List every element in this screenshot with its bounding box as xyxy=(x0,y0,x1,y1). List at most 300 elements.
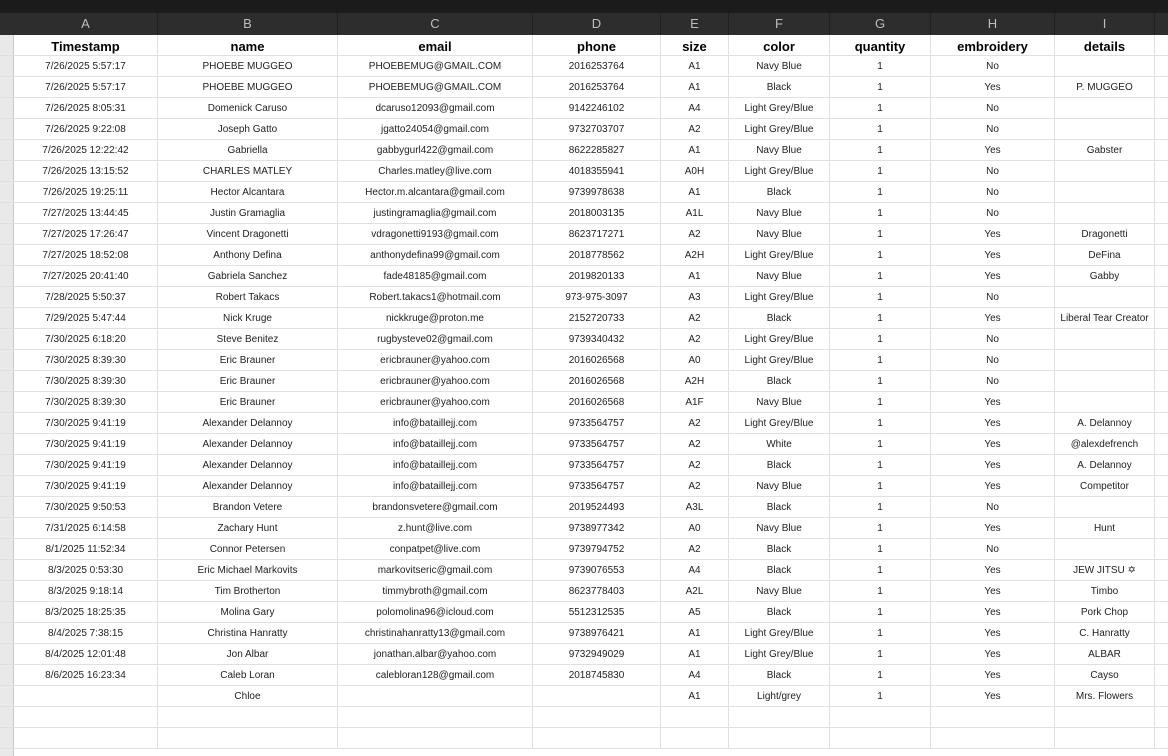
cell-a[interactable]: 7/27/2025 20:41:40 xyxy=(14,266,158,287)
cell-b[interactable]: Chloe xyxy=(158,686,338,707)
cell-e[interactable]: A0 xyxy=(661,518,729,539)
cell-c[interactable]: PHOEBEMUG@GMAIL.COM xyxy=(338,77,533,98)
cell-g[interactable] xyxy=(830,707,931,728)
header-cell-h[interactable]: embroidery xyxy=(931,35,1055,56)
cell-d[interactable]: 9738977342 xyxy=(533,518,661,539)
cell-e[interactable]: A2L xyxy=(661,581,729,602)
cell-i[interactable] xyxy=(1055,98,1155,119)
cell-f[interactable]: Light Grey/Blue xyxy=(729,287,830,308)
cell-f[interactable]: Black xyxy=(729,497,830,518)
cell-h[interactable] xyxy=(931,728,1055,749)
header-cell-d[interactable]: phone xyxy=(533,35,661,56)
cell-f[interactable]: Navy Blue xyxy=(729,140,830,161)
cell-f[interactable]: Black xyxy=(729,182,830,203)
cell-g[interactable]: 1 xyxy=(830,560,931,581)
cell-i[interactable] xyxy=(1055,539,1155,560)
cell-f[interactable]: Light Grey/Blue xyxy=(729,413,830,434)
cell-a[interactable]: 7/29/2025 5:47:44 xyxy=(14,308,158,329)
cell-a[interactable]: 7/30/2025 9:41:19 xyxy=(14,455,158,476)
cell-c[interactable]: fade48185@gmail.com xyxy=(338,266,533,287)
cell-h[interactable]: Yes xyxy=(931,455,1055,476)
cell-d[interactable]: 9739076553 xyxy=(533,560,661,581)
cell-i[interactable]: P. MUGGEO xyxy=(1055,77,1155,98)
cell-e[interactable]: A3L xyxy=(661,497,729,518)
cell-e[interactable]: A1 xyxy=(661,77,729,98)
cell-a[interactable]: 7/26/2025 5:57:17 xyxy=(14,77,158,98)
cell-c[interactable]: anthonydefina99@gmail.com xyxy=(338,245,533,266)
cell-f[interactable]: Black xyxy=(729,560,830,581)
cell-e[interactable]: A2H xyxy=(661,371,729,392)
cell-e[interactable]: A1 xyxy=(661,140,729,161)
cell-c[interactable]: markovitseric@gmail.com xyxy=(338,560,533,581)
cell-b[interactable]: Connor Petersen xyxy=(158,539,338,560)
cell-e[interactable]: A2 xyxy=(661,224,729,245)
cell-e[interactable]: A5 xyxy=(661,602,729,623)
cell-b[interactable]: Nick Kruge xyxy=(158,308,338,329)
cell-a[interactable]: 7/30/2025 6:18:20 xyxy=(14,329,158,350)
cell-b[interactable]: Eric Brauner xyxy=(158,371,338,392)
cell-g[interactable]: 1 xyxy=(830,455,931,476)
cell-h[interactable]: No xyxy=(931,56,1055,77)
cell-e[interactable]: A1 xyxy=(661,266,729,287)
cell-e[interactable]: A1 xyxy=(661,686,729,707)
cell-g[interactable]: 1 xyxy=(830,497,931,518)
cell-d[interactable]: 2019524493 xyxy=(533,497,661,518)
cell-h[interactable]: No xyxy=(931,329,1055,350)
cell-h[interactable]: No xyxy=(931,539,1055,560)
cell-i[interactable] xyxy=(1055,707,1155,728)
cell-e[interactable]: A2 xyxy=(661,308,729,329)
cell-a[interactable]: 7/27/2025 13:44:45 xyxy=(14,203,158,224)
cell-e[interactable]: A2 xyxy=(661,455,729,476)
cell-f[interactable] xyxy=(729,728,830,749)
cell-e[interactable]: A0H xyxy=(661,161,729,182)
cell-c[interactable]: brandonsvetere@gmail.com xyxy=(338,497,533,518)
cell-a[interactable]: 8/6/2025 16:23:34 xyxy=(14,665,158,686)
cell-i[interactable]: C. Hanratty xyxy=(1055,623,1155,644)
cell-d[interactable] xyxy=(533,686,661,707)
cell-f[interactable]: Light Grey/Blue xyxy=(729,98,830,119)
cell-i[interactable]: A. Delannoy xyxy=(1055,455,1155,476)
cell-c[interactable]: nickkruge@proton.me xyxy=(338,308,533,329)
cell-h[interactable]: Yes xyxy=(931,245,1055,266)
cell-d[interactable]: 8623717271 xyxy=(533,224,661,245)
cell-f[interactable]: Navy Blue xyxy=(729,266,830,287)
cell-i[interactable]: Timbo xyxy=(1055,581,1155,602)
cell-h[interactable]: Yes xyxy=(931,518,1055,539)
cell-b[interactable]: Anthony Defina xyxy=(158,245,338,266)
cell-i[interactable]: Mrs. Flowers xyxy=(1055,686,1155,707)
cell-i[interactable]: JEW JITSU ✡ xyxy=(1055,560,1155,581)
cell-a[interactable]: 7/30/2025 8:39:30 xyxy=(14,392,158,413)
cell-a[interactable] xyxy=(14,707,158,728)
cell-h[interactable]: Yes xyxy=(931,308,1055,329)
cell-a[interactable]: 7/30/2025 9:41:19 xyxy=(14,413,158,434)
cell-b[interactable]: Alexander Delannoy xyxy=(158,413,338,434)
cell-b[interactable]: Gabriella xyxy=(158,140,338,161)
cell-f[interactable]: Light Grey/Blue xyxy=(729,245,830,266)
cell-b[interactable]: Tim Brotherton xyxy=(158,581,338,602)
cell-h[interactable]: Yes xyxy=(931,644,1055,665)
cell-g[interactable]: 1 xyxy=(830,434,931,455)
cell-d[interactable]: 2018003135 xyxy=(533,203,661,224)
cell-g[interactable]: 1 xyxy=(830,476,931,497)
cell-g[interactable]: 1 xyxy=(830,77,931,98)
cell-g[interactable] xyxy=(830,728,931,749)
cell-c[interactable]: jgatto24054@gmail.com xyxy=(338,119,533,140)
column-header-h[interactable]: H xyxy=(931,13,1055,35)
column-header-g[interactable]: G xyxy=(830,13,931,35)
cell-d[interactable]: 9142246102 xyxy=(533,98,661,119)
cell-e[interactable]: A2 xyxy=(661,434,729,455)
cell-c[interactable]: Charles.matley@live.com xyxy=(338,161,533,182)
cell-b[interactable]: Steve Benitez xyxy=(158,329,338,350)
cell-i[interactable]: DeFina xyxy=(1055,245,1155,266)
cell-g[interactable]: 1 xyxy=(830,665,931,686)
cell-a[interactable]: 7/30/2025 9:41:19 xyxy=(14,476,158,497)
cell-b[interactable]: Gabriela Sanchez xyxy=(158,266,338,287)
cell-g[interactable]: 1 xyxy=(830,140,931,161)
cell-c[interactable] xyxy=(338,728,533,749)
cell-h[interactable]: Yes xyxy=(931,476,1055,497)
cell-i[interactable]: Gabby xyxy=(1055,266,1155,287)
cell-f[interactable]: Black xyxy=(729,308,830,329)
cell-i[interactable] xyxy=(1055,56,1155,77)
cell-a[interactable]: 8/4/2025 7:38:15 xyxy=(14,623,158,644)
cell-d[interactable]: 2019820133 xyxy=(533,266,661,287)
cell-a[interactable]: 7/30/2025 8:39:30 xyxy=(14,350,158,371)
cell-b[interactable]: Vincent Dragonetti xyxy=(158,224,338,245)
cell-c[interactable]: info@bataillejj.com xyxy=(338,434,533,455)
column-header-e[interactable]: E xyxy=(661,13,729,35)
cell-f[interactable]: Light/grey xyxy=(729,686,830,707)
cell-h[interactable]: No xyxy=(931,98,1055,119)
cell-c[interactable]: ericbrauner@yahoo.com xyxy=(338,392,533,413)
cell-i[interactable]: @alexdefrench xyxy=(1055,434,1155,455)
cell-b[interactable]: Caleb Loran xyxy=(158,665,338,686)
cell-e[interactable]: A2 xyxy=(661,476,729,497)
cell-h[interactable]: Yes xyxy=(931,266,1055,287)
cell-f[interactable]: Light Grey/Blue xyxy=(729,350,830,371)
cell-c[interactable]: gabbygurl422@gmail.com xyxy=(338,140,533,161)
cell-c[interactable]: info@bataillejj.com xyxy=(338,413,533,434)
cell-a[interactable]: 8/3/2025 0:53:30 xyxy=(14,560,158,581)
cell-b[interactable]: PHOEBE MUGGEO xyxy=(158,77,338,98)
cell-a[interactable]: 7/30/2025 9:41:19 xyxy=(14,434,158,455)
cell-b[interactable]: Joseph Gatto xyxy=(158,119,338,140)
cell-f[interactable]: Light Grey/Blue xyxy=(729,329,830,350)
cell-b[interactable]: CHARLES MATLEY xyxy=(158,161,338,182)
cell-g[interactable]: 1 xyxy=(830,686,931,707)
cell-e[interactable]: A0 xyxy=(661,350,729,371)
cell-h[interactable]: No xyxy=(931,203,1055,224)
cell-b[interactable] xyxy=(158,728,338,749)
cell-a[interactable]: 8/1/2025 11:52:34 xyxy=(14,539,158,560)
cell-f[interactable]: Light Grey/Blue xyxy=(729,119,830,140)
cell-h[interactable]: Yes xyxy=(931,434,1055,455)
cell-g[interactable]: 1 xyxy=(830,56,931,77)
cell-i[interactable]: Cayso xyxy=(1055,665,1155,686)
cell-f[interactable]: Light Grey/Blue xyxy=(729,161,830,182)
cell-e[interactable] xyxy=(661,728,729,749)
cell-c[interactable]: vdragonetti9193@gmail.com xyxy=(338,224,533,245)
cell-i[interactable]: A. Delannoy xyxy=(1055,413,1155,434)
cell-e[interactable]: A2 xyxy=(661,413,729,434)
cell-g[interactable]: 1 xyxy=(830,644,931,665)
cell-g[interactable]: 1 xyxy=(830,413,931,434)
cell-c[interactable]: info@bataillejj.com xyxy=(338,455,533,476)
cell-c[interactable]: justingramaglia@gmail.com xyxy=(338,203,533,224)
cell-e[interactable]: A2 xyxy=(661,329,729,350)
cell-e[interactable]: A3 xyxy=(661,287,729,308)
cell-c[interactable]: PHOEBEMUG@GMAIL.COM xyxy=(338,56,533,77)
cell-g[interactable]: 1 xyxy=(830,392,931,413)
cell-h[interactable]: Yes xyxy=(931,413,1055,434)
cell-f[interactable]: White xyxy=(729,434,830,455)
cell-a[interactable]: 7/26/2025 19:25:11 xyxy=(14,182,158,203)
cell-a[interactable]: 7/28/2025 5:50:37 xyxy=(14,287,158,308)
cell-a[interactable] xyxy=(14,686,158,707)
cell-h[interactable]: Yes xyxy=(931,392,1055,413)
cell-b[interactable]: Molina Gary xyxy=(158,602,338,623)
cell-e[interactable]: A1 xyxy=(661,56,729,77)
cell-c[interactable] xyxy=(338,707,533,728)
cell-h[interactable]: Yes xyxy=(931,140,1055,161)
cell-c[interactable]: ericbrauner@yahoo.com xyxy=(338,371,533,392)
cell-b[interactable]: Zachary Hunt xyxy=(158,518,338,539)
cell-h[interactable]: No xyxy=(931,287,1055,308)
cell-e[interactable] xyxy=(661,707,729,728)
cell-i[interactable] xyxy=(1055,203,1155,224)
cell-e[interactable]: A1 xyxy=(661,644,729,665)
cell-d[interactable]: 9739978638 xyxy=(533,182,661,203)
cell-g[interactable]: 1 xyxy=(830,371,931,392)
cell-e[interactable]: A2 xyxy=(661,539,729,560)
cell-i[interactable] xyxy=(1055,329,1155,350)
cell-g[interactable]: 1 xyxy=(830,203,931,224)
cell-g[interactable]: 1 xyxy=(830,518,931,539)
cell-g[interactable]: 1 xyxy=(830,266,931,287)
cell-h[interactable]: No xyxy=(931,119,1055,140)
cell-e[interactable]: A2 xyxy=(661,119,729,140)
cell-i[interactable] xyxy=(1055,728,1155,749)
cell-d[interactable]: 9738976421 xyxy=(533,623,661,644)
cell-c[interactable]: ericbrauner@yahoo.com xyxy=(338,350,533,371)
cell-d[interactable]: 2152720733 xyxy=(533,308,661,329)
cell-c[interactable]: polomolina96@icloud.com xyxy=(338,602,533,623)
cell-g[interactable]: 1 xyxy=(830,350,931,371)
cell-b[interactable]: Hector Alcantara xyxy=(158,182,338,203)
cell-d[interactable]: 9732949029 xyxy=(533,644,661,665)
cell-g[interactable]: 1 xyxy=(830,287,931,308)
header-cell-e[interactable]: size xyxy=(661,35,729,56)
cell-d[interactable]: 2018745830 xyxy=(533,665,661,686)
cell-g[interactable]: 1 xyxy=(830,161,931,182)
cell-a[interactable]: 8/3/2025 18:25:35 xyxy=(14,602,158,623)
cell-i[interactable] xyxy=(1055,119,1155,140)
cell-d[interactable]: 9733564757 xyxy=(533,476,661,497)
cell-b[interactable]: Alexander Delannoy xyxy=(158,434,338,455)
cell-g[interactable]: 1 xyxy=(830,245,931,266)
cell-d[interactable]: 2018778562 xyxy=(533,245,661,266)
header-cell-a[interactable]: Timestamp xyxy=(14,35,158,56)
header-cell-g[interactable]: quantity xyxy=(830,35,931,56)
cell-g[interactable]: 1 xyxy=(830,224,931,245)
cell-e[interactable]: A1 xyxy=(661,182,729,203)
cell-e[interactable]: A4 xyxy=(661,98,729,119)
cell-h[interactable]: Yes xyxy=(931,602,1055,623)
cell-b[interactable]: Alexander Delannoy xyxy=(158,476,338,497)
cell-g[interactable]: 1 xyxy=(830,119,931,140)
cell-g[interactable]: 1 xyxy=(830,98,931,119)
cell-d[interactable]: 2016026568 xyxy=(533,371,661,392)
cell-a[interactable]: 7/26/2025 9:22:08 xyxy=(14,119,158,140)
cell-i[interactable] xyxy=(1055,182,1155,203)
cell-d[interactable]: 9732703707 xyxy=(533,119,661,140)
cell-e[interactable]: A1L xyxy=(661,203,729,224)
cell-d[interactable]: 9733564757 xyxy=(533,434,661,455)
cell-c[interactable]: christinahanratty13@gmail.com xyxy=(338,623,533,644)
cell-f[interactable]: Navy Blue xyxy=(729,392,830,413)
cell-d[interactable]: 2016253764 xyxy=(533,77,661,98)
cell-g[interactable]: 1 xyxy=(830,329,931,350)
column-header-i[interactable]: I xyxy=(1055,13,1155,35)
cell-c[interactable]: timmybroth@gmail.com xyxy=(338,581,533,602)
cell-h[interactable]: Yes xyxy=(931,686,1055,707)
cell-a[interactable]: 7/27/2025 18:52:08 xyxy=(14,245,158,266)
cell-g[interactable]: 1 xyxy=(830,602,931,623)
column-header-f[interactable]: F xyxy=(729,13,830,35)
cell-d[interactable]: 2016026568 xyxy=(533,392,661,413)
cell-d[interactable]: 9739794752 xyxy=(533,539,661,560)
cell-f[interactable]: Black xyxy=(729,602,830,623)
cell-h[interactable]: Yes xyxy=(931,665,1055,686)
cell-i[interactable]: Pork Chop xyxy=(1055,602,1155,623)
cell-b[interactable]: PHOEBE MUGGEO xyxy=(158,56,338,77)
header-cell-f[interactable]: color xyxy=(729,35,830,56)
cell-h[interactable]: No xyxy=(931,371,1055,392)
cell-a[interactable]: 7/31/2025 6:14:58 xyxy=(14,518,158,539)
cell-i[interactable] xyxy=(1055,392,1155,413)
cell-b[interactable]: Domenick Caruso xyxy=(158,98,338,119)
cell-f[interactable]: Black xyxy=(729,539,830,560)
cell-g[interactable]: 1 xyxy=(830,182,931,203)
column-header-a[interactable]: A xyxy=(14,13,158,35)
cell-i[interactable] xyxy=(1055,350,1155,371)
cell-b[interactable]: Christina Hanratty xyxy=(158,623,338,644)
cell-f[interactable]: Navy Blue xyxy=(729,56,830,77)
cell-g[interactable]: 1 xyxy=(830,623,931,644)
cell-h[interactable] xyxy=(931,707,1055,728)
cell-i[interactable]: Hunt xyxy=(1055,518,1155,539)
cell-g[interactable]: 1 xyxy=(830,308,931,329)
cell-e[interactable]: A4 xyxy=(661,560,729,581)
cell-h[interactable]: Yes xyxy=(931,560,1055,581)
cell-i[interactable] xyxy=(1055,161,1155,182)
cell-h[interactable]: Yes xyxy=(931,623,1055,644)
cell-c[interactable]: calebloran128@gmail.com xyxy=(338,665,533,686)
cell-b[interactable]: Eric Brauner xyxy=(158,350,338,371)
cell-h[interactable]: No xyxy=(931,182,1055,203)
cell-i[interactable]: ALBAR xyxy=(1055,644,1155,665)
cell-c[interactable]: dcaruso12093@gmail.com xyxy=(338,98,533,119)
cell-f[interactable] xyxy=(729,707,830,728)
cell-b[interactable]: Eric Michael Markovits xyxy=(158,560,338,581)
cell-d[interactable]: 4018355941 xyxy=(533,161,661,182)
cell-i[interactable]: Dragonetti xyxy=(1055,224,1155,245)
cell-d[interactable]: 8622285827 xyxy=(533,140,661,161)
cell-a[interactable]: 8/4/2025 12:01:48 xyxy=(14,644,158,665)
cell-b[interactable]: Robert Takacs xyxy=(158,287,338,308)
cell-f[interactable]: Black xyxy=(729,371,830,392)
cell-i[interactable]: Competitor xyxy=(1055,476,1155,497)
cell-b[interactable]: Jon Albar xyxy=(158,644,338,665)
cell-f[interactable]: Black xyxy=(729,455,830,476)
cell-h[interactable]: No xyxy=(931,497,1055,518)
cell-a[interactable]: 7/30/2025 8:39:30 xyxy=(14,371,158,392)
cell-c[interactable] xyxy=(338,686,533,707)
cell-h[interactable]: Yes xyxy=(931,224,1055,245)
cell-h[interactable]: No xyxy=(931,161,1055,182)
cell-a[interactable] xyxy=(14,728,158,749)
cell-i[interactable] xyxy=(1055,497,1155,518)
cell-d[interactable]: 973-975-3097 xyxy=(533,287,661,308)
cell-g[interactable]: 1 xyxy=(830,539,931,560)
cell-e[interactable]: A1 xyxy=(661,623,729,644)
cell-e[interactable]: A2H xyxy=(661,245,729,266)
column-header-b[interactable]: B xyxy=(158,13,338,35)
cell-f[interactable]: Navy Blue xyxy=(729,203,830,224)
cell-d[interactable]: 8623778403 xyxy=(533,581,661,602)
header-cell-b[interactable]: name xyxy=(158,35,338,56)
cell-f[interactable]: Black xyxy=(729,665,830,686)
cell-h[interactable]: No xyxy=(931,350,1055,371)
header-cell-i[interactable]: details xyxy=(1055,35,1155,56)
cell-c[interactable]: jonathan.albar@yahoo.com xyxy=(338,644,533,665)
sheet-grid[interactable] xyxy=(0,35,1168,749)
cell-d[interactable]: 9739340432 xyxy=(533,329,661,350)
cell-d[interactable]: 5512312535 xyxy=(533,602,661,623)
cell-b[interactable]: Eric Brauner xyxy=(158,392,338,413)
cell-f[interactable]: Navy Blue xyxy=(729,518,830,539)
cell-c[interactable]: z.hunt@live.com xyxy=(338,518,533,539)
cell-a[interactable]: 7/30/2025 9:50:53 xyxy=(14,497,158,518)
cell-e[interactable]: A4 xyxy=(661,665,729,686)
cell-f[interactable]: Navy Blue xyxy=(729,476,830,497)
cell-b[interactable]: Alexander Delannoy xyxy=(158,455,338,476)
cell-h[interactable]: Yes xyxy=(931,77,1055,98)
cell-d[interactable]: 9733564757 xyxy=(533,413,661,434)
header-cell-c[interactable]: email xyxy=(338,35,533,56)
cell-f[interactable]: Black xyxy=(729,77,830,98)
cell-e[interactable]: A1F xyxy=(661,392,729,413)
cell-b[interactable] xyxy=(158,707,338,728)
cell-a[interactable]: 7/26/2025 8:05:31 xyxy=(14,98,158,119)
cell-a[interactable]: 8/3/2025 9:18:14 xyxy=(14,581,158,602)
cell-f[interactable]: Light Grey/Blue xyxy=(729,644,830,665)
cell-i[interactable] xyxy=(1055,287,1155,308)
cell-c[interactable]: info@bataillejj.com xyxy=(338,476,533,497)
cell-f[interactable]: Light Grey/Blue xyxy=(729,623,830,644)
cell-i[interactable]: Liberal Tear Creator xyxy=(1055,308,1155,329)
cell-a[interactable]: 7/26/2025 12:22:42 xyxy=(14,140,158,161)
cell-b[interactable]: Justin Gramaglia xyxy=(158,203,338,224)
cell-i[interactable]: Gabster xyxy=(1055,140,1155,161)
cell-d[interactable] xyxy=(533,707,661,728)
cell-a[interactable]: 7/26/2025 13:15:52 xyxy=(14,161,158,182)
cell-c[interactable]: Robert.takacs1@hotmail.com xyxy=(338,287,533,308)
column-header-c[interactable]: C xyxy=(338,13,533,35)
